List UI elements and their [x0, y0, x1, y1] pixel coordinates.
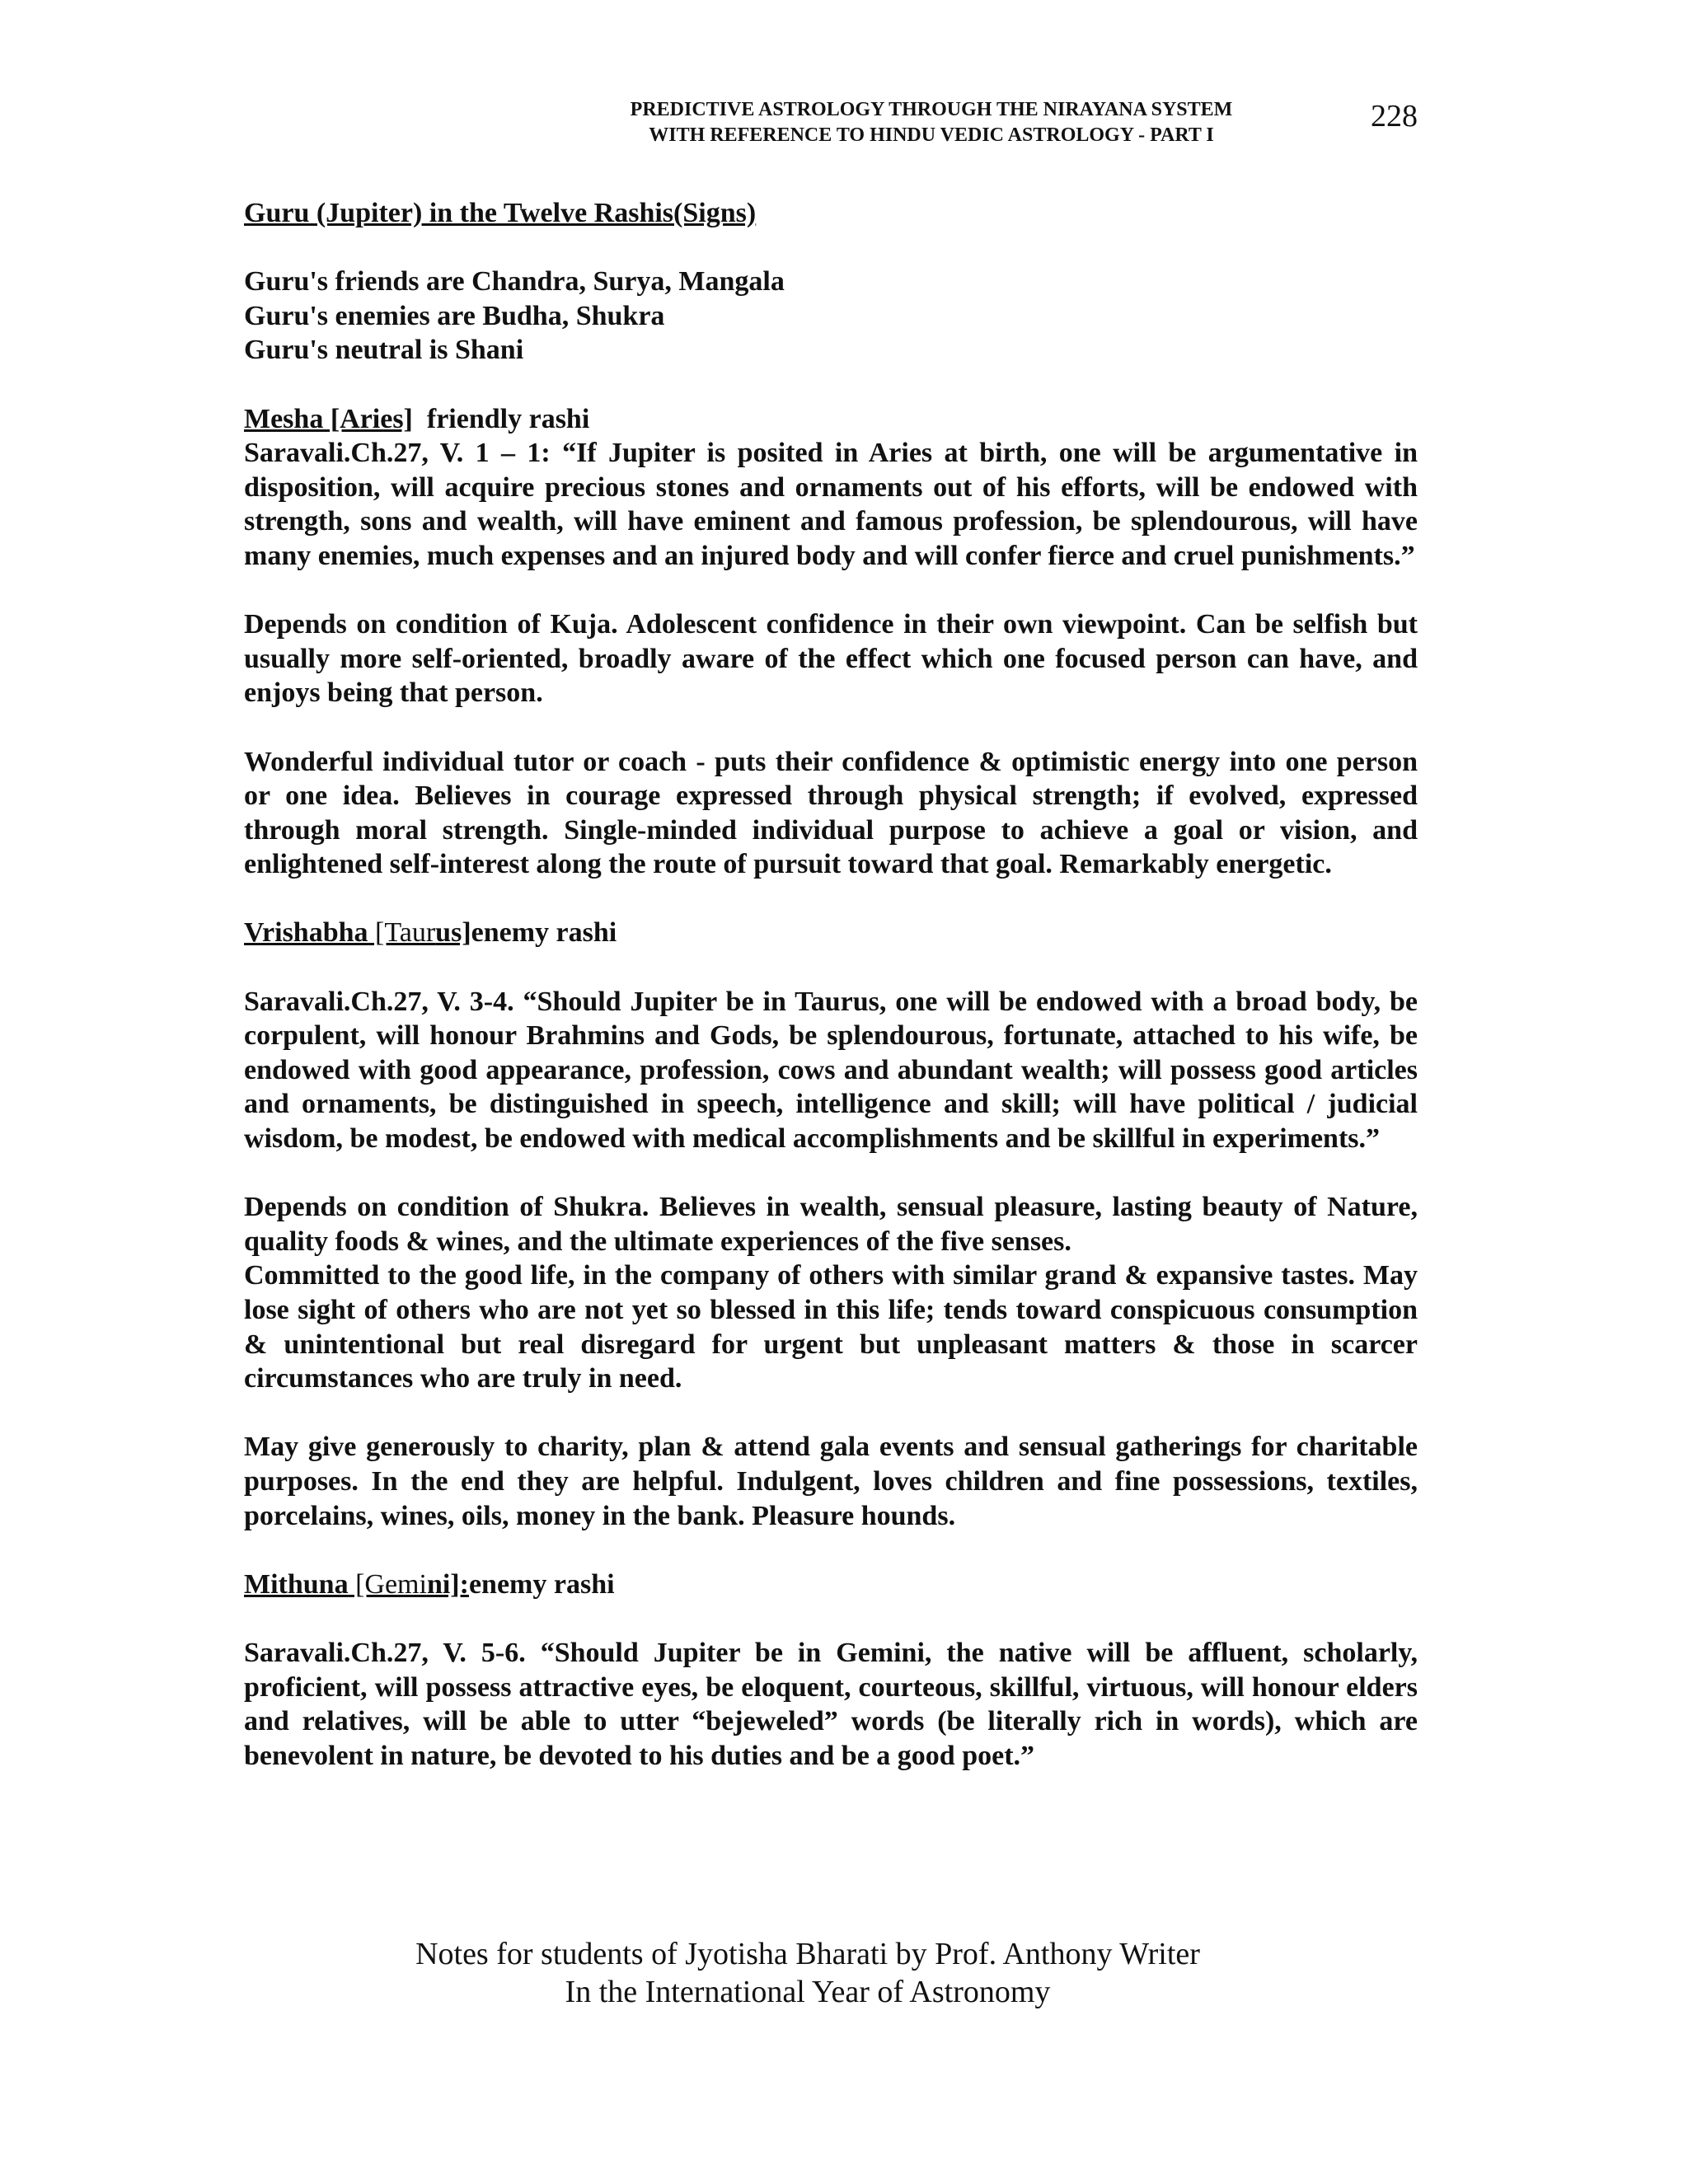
- spacer: [244, 368, 1418, 402]
- spacer: [244, 950, 1418, 985]
- neutral-line: Guru's neutral is Shani: [244, 335, 524, 366]
- spacer: [244, 1396, 1418, 1431]
- spacer: [244, 882, 1418, 916]
- section-title-text: Guru (Jupiter) in the Twelve Rashis(Signs): [244, 198, 757, 228]
- enemies-line: Guru's enemies are Budha, Shukra: [244, 300, 665, 331]
- mesha-heading-rest: friendly rashi: [412, 403, 590, 434]
- mithuna-heading-sign: Mithuna [Gemini]:: [244, 1568, 469, 1600]
- mithuna-quote: Saravali.Ch.27, V. 5-6. “Should Jupiter be in Gemini, the native will be affluent, scholarly, proficient, will possess attractive eyes, be eloquent, courteous, skillful, virtuous, will honour elders and relatives, will be able to utter “bejeweled” words (be literally rich in words), which are benevolent in nature, be devoted to his duties and be a good poet.”: [244, 1637, 1418, 1771]
- section-title: [244, 196, 1418, 231]
- vrishabha-heading-sign: Vrishabha [Taurus]: [244, 917, 471, 949]
- footer-line-1: Notes for students of Jyotisha Bharati by Prof. Anthony Writer: [415, 1937, 1200, 1971]
- main-content: [244, 196, 1418, 1773]
- running-header-line-1: PREDICTIVE ASTROLOGY THROUGH THE NIRAYANA SYSTEM: [630, 99, 1233, 120]
- vrishabha-paragraph-3: May give generously to charity, plan & attend gala events and sensual gatherings for charitable purposes. In the end they are helpful. Indulgent, loves children and fine possessions, textiles, porcelains, wines, oils, money in the bank. Pleasure hounds.: [244, 1432, 1418, 1531]
- mesha-paragraph-1: Depends on condition of Kuja. Adolescent confidence in their own viewpoint. Can be selfish but usually more self-oriented, broadly aware of the effect which one focused person can have, and enjoys being that person.: [244, 609, 1418, 709]
- mithuna-heading: [244, 1568, 1418, 1602]
- vrishabha-quote: Saravali.Ch.27, V. 3-4. “Should Jupiter be in Taurus, one will be endowed with a broad body, be corpulent, will honour Brahmins and Gods, be splendourous, fortunate, attached to his wife, be endowed with good appearance, profession, cows and abundant wealth; will possess good articles and ornaments, be distinguished in speech, intelligence and skill; will have political / judicial wisdom, be modest, be endowed with medical accomplishments and be skillful in experiments.”: [244, 986, 1418, 1155]
- page-number: 228: [1371, 99, 1418, 134]
- vrishabha-heading: [244, 916, 1418, 950]
- mesha-quote: Saravali.Ch.27, V. 1 – 1: “If Jupiter is posited in Aries at birth, one will be argumentative in disposition, will acquire precious stones and ornaments out of his efforts, will be endowed with strength, sons and wealth, will have eminent and famous profession, be splendourous, will have many enemies, much expenses and an injured body and will confer fierce and cruel punishments.”: [244, 438, 1418, 571]
- mithuna-heading-rest: enemy rashi: [468, 1568, 615, 1600]
- spacer: [244, 574, 1418, 608]
- running-header-line-2: WITH REFERENCE TO HINDU VEDIC ASTROLOGY - PART I: [649, 124, 1214, 146]
- friends-line: Guru's friends are Chandra, Surya, Mangala: [244, 266, 785, 298]
- mesha-heading-sign: Mesha [Aries]: [244, 403, 413, 434]
- spacer: [244, 1601, 1418, 1636]
- vrishabha-paragraph-1: Depends on condition of Shukra. Believes in wealth, sensual pleasure, lasting beauty of Nature, quality foods & wines, and the ultimate experiences of the five senses.: [244, 1192, 1418, 1257]
- mesha-heading: [244, 402, 1418, 437]
- page-footer: [247, 1935, 1368, 2011]
- mesha-paragraph-2: Wonderful individual tutor or coach - puts their confidence & optimistic energy into one person or one idea. Believes in courage expressed through physical strength; if evolved, expressed through moral strength. Single-minded individual purpose to achieve a goal or vision, and enlightened self-interest along the route of pursuit toward that goal. Remarkably energetic.: [244, 746, 1418, 880]
- spacer: [244, 710, 1418, 745]
- vrishabha-heading-rest: enemy rashi: [471, 917, 617, 949]
- vrishabha-paragraph-2: Committed to the good life, in the company of others with similar grand & expansive tastes. May lose sight of others who are not yet so blessed in this life; tends toward conspicuous consumption & unintentional but real disregard for urgent but unpleasant matters & those in scarcer circumstances who are truly in need.: [244, 1260, 1418, 1394]
- spacer: [244, 1156, 1418, 1191]
- spacer: [244, 1533, 1418, 1568]
- footer-line-2: In the International Year of Astronomy: [565, 1975, 1051, 2009]
- spacer: [244, 231, 1418, 265]
